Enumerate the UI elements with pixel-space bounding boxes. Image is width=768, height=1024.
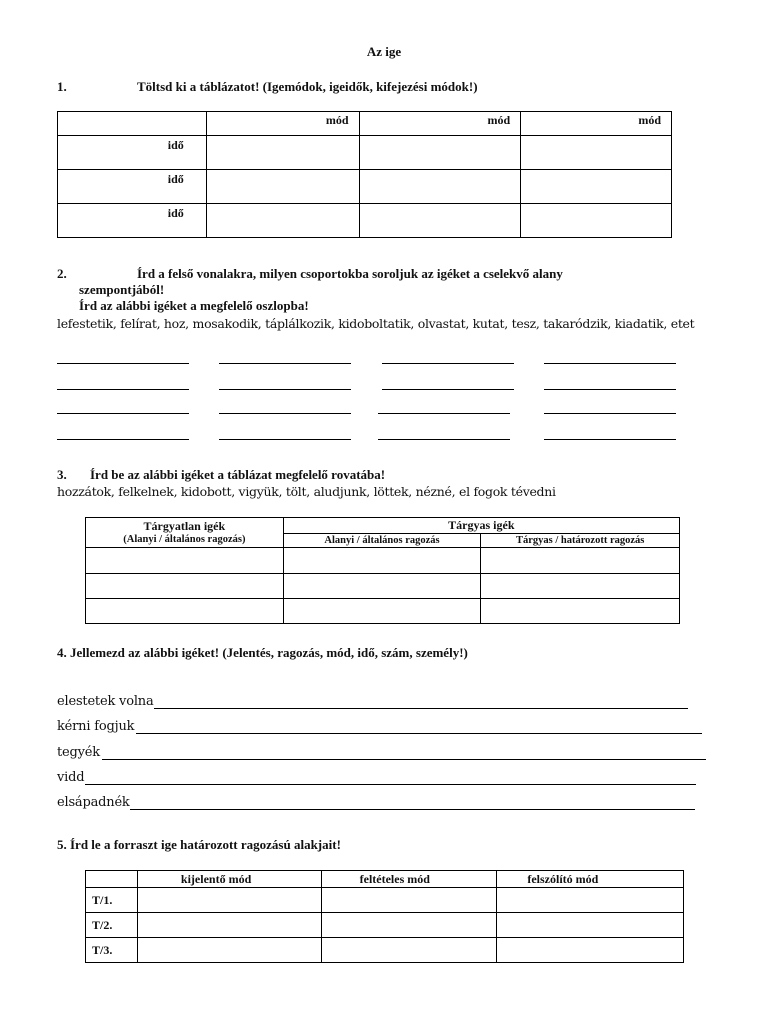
page-title: Az ige [366, 44, 402, 59]
q2-answer-line[interactable] [219, 389, 351, 390]
q1-cell[interactable] [359, 204, 521, 238]
q2-instruction-line3: Írd az alábbi igéket a megfelelő oszlopba! [79, 298, 309, 313]
q1-cell[interactable] [359, 170, 521, 204]
q5-cell[interactable] [497, 888, 684, 913]
q1-cell[interactable] [359, 136, 521, 170]
q5-col-header: felszólító mód [497, 871, 684, 888]
q1-row-header: idő [58, 204, 207, 238]
q2-number: 2. [57, 266, 67, 281]
q4-verb-label: elsápadnék [57, 795, 130, 810]
q3-number: 3. [57, 467, 67, 482]
q3-cell[interactable] [481, 548, 680, 574]
q5-cell[interactable] [497, 938, 684, 963]
q2-answer-line[interactable] [378, 439, 510, 440]
q1-instruction: Töltsd ki a táblázatot! (Igemódok, igeidők, kifejezési módok!) [137, 79, 478, 94]
q1-col-header: mód [206, 112, 359, 136]
q1-cell[interactable] [206, 136, 359, 170]
q1-table [57, 111, 672, 238]
q1-row-header: idő [58, 170, 207, 204]
q1-cell[interactable] [521, 204, 672, 238]
q2-instruction-line1: Írd a felső vonalakra, milyen csoportokba soroljuk az igéket a cselekvő alany [137, 266, 563, 281]
q1-cell[interactable] [521, 170, 672, 204]
q1-row-header: idő [58, 136, 207, 170]
q4-verb-label: elestetek volna [57, 694, 154, 709]
q4-instruction: 4. Jellemezd az alábbi igéket! (Jelentés, ragozás, mód, idő, szám, személy!) [57, 645, 468, 660]
q3-word-list: hozzátok, felkelnek, kidobott, vigyük, tölt, aludjunk, löttek, nézné, el fogok tévedni [57, 484, 556, 499]
q4-answer-line[interactable] [130, 809, 695, 810]
q4-verb-label: kérni fogjuk [57, 719, 135, 734]
q5-cell[interactable] [321, 913, 497, 938]
q3-cell[interactable] [86, 548, 284, 574]
q3-col1-title: Tárgyatlan igék [143, 519, 226, 533]
q2-answer-line[interactable] [382, 389, 514, 390]
q2-answer-line[interactable] [544, 439, 676, 440]
q1-corner-cell[interactable] [58, 112, 207, 136]
q2-group-line[interactable] [57, 363, 189, 364]
q5-row-header: T/3. [86, 938, 138, 963]
q3-col1-subtitle: (Alanyi / általános ragozás) [123, 534, 246, 545]
q3-cell[interactable] [86, 599, 284, 624]
q2-answer-line[interactable] [57, 439, 189, 440]
q5-cell[interactable] [321, 938, 497, 963]
q2-group-line[interactable] [544, 363, 676, 364]
q5-col-header: kijelentő mód [137, 871, 321, 888]
q5-row-header: T/2. [86, 913, 138, 938]
q5-cell[interactable] [137, 913, 321, 938]
q2-group-line[interactable] [219, 363, 351, 364]
q5-row-header: T/1. [86, 888, 138, 913]
q4-verb-label: tegyék [57, 745, 100, 760]
q3-instruction: Írd be az alábbi igéket a táblázat megfelelő rovatába! [90, 467, 386, 482]
q2-answer-line[interactable] [544, 389, 676, 390]
q2-answer-line[interactable] [378, 413, 510, 414]
q2-answer-line[interactable] [219, 413, 351, 414]
q2-instruction-line2: szempontjából! [79, 282, 165, 297]
q1-cell[interactable] [206, 170, 359, 204]
q4-answer-line[interactable] [154, 708, 688, 709]
q5-cell[interactable] [137, 888, 321, 913]
q4-answer-line[interactable] [102, 759, 706, 760]
q1-col-header: mód [359, 112, 521, 136]
q1-number: 1. [57, 79, 67, 94]
q5-col-header: feltételes mód [321, 871, 497, 888]
q3-col2a-header: Alanyi / általános ragozás [283, 534, 481, 548]
q5-cell[interactable] [497, 913, 684, 938]
q2-answer-line[interactable] [57, 389, 189, 390]
q1-cell[interactable] [521, 136, 672, 170]
q2-word-list: lefestetik, felírat, hoz, mosakodik, táplálkozik, kidoboltatik, olvastat, kutat, tesz, takaródzik, kiadatik, etet [57, 316, 695, 331]
q5-corner-cell[interactable] [86, 871, 138, 888]
q2-answer-line[interactable] [57, 413, 189, 414]
q3-table [85, 517, 680, 624]
q3-cell[interactable] [283, 574, 481, 599]
q1-col-header: mód [521, 112, 672, 136]
q3-cell[interactable] [86, 574, 284, 599]
q5-cell[interactable] [321, 888, 497, 913]
q3-cell[interactable] [481, 574, 680, 599]
q3-cell[interactable] [283, 599, 481, 624]
q5-instruction: 5. Írd le a forraszt ige határozott ragozású alakjait! [57, 837, 341, 852]
q3-col2-title: Tárgyas igék [283, 518, 679, 534]
q4-answer-line[interactable] [85, 784, 696, 785]
q2-answer-line[interactable] [219, 439, 351, 440]
q3-cell[interactable] [283, 548, 481, 574]
q3-col1-header [86, 518, 284, 548]
q3-cell[interactable] [481, 599, 680, 624]
q1-cell[interactable] [206, 204, 359, 238]
q2-answer-line[interactable] [544, 413, 676, 414]
q2-group-line[interactable] [382, 363, 514, 364]
q5-table [85, 870, 684, 963]
q5-cell[interactable] [137, 938, 321, 963]
q3-col2b-header: Tárgyas / határozott ragozás [481, 534, 680, 548]
q4-answer-line[interactable] [136, 733, 702, 734]
q4-verb-label: vidd [57, 770, 85, 785]
